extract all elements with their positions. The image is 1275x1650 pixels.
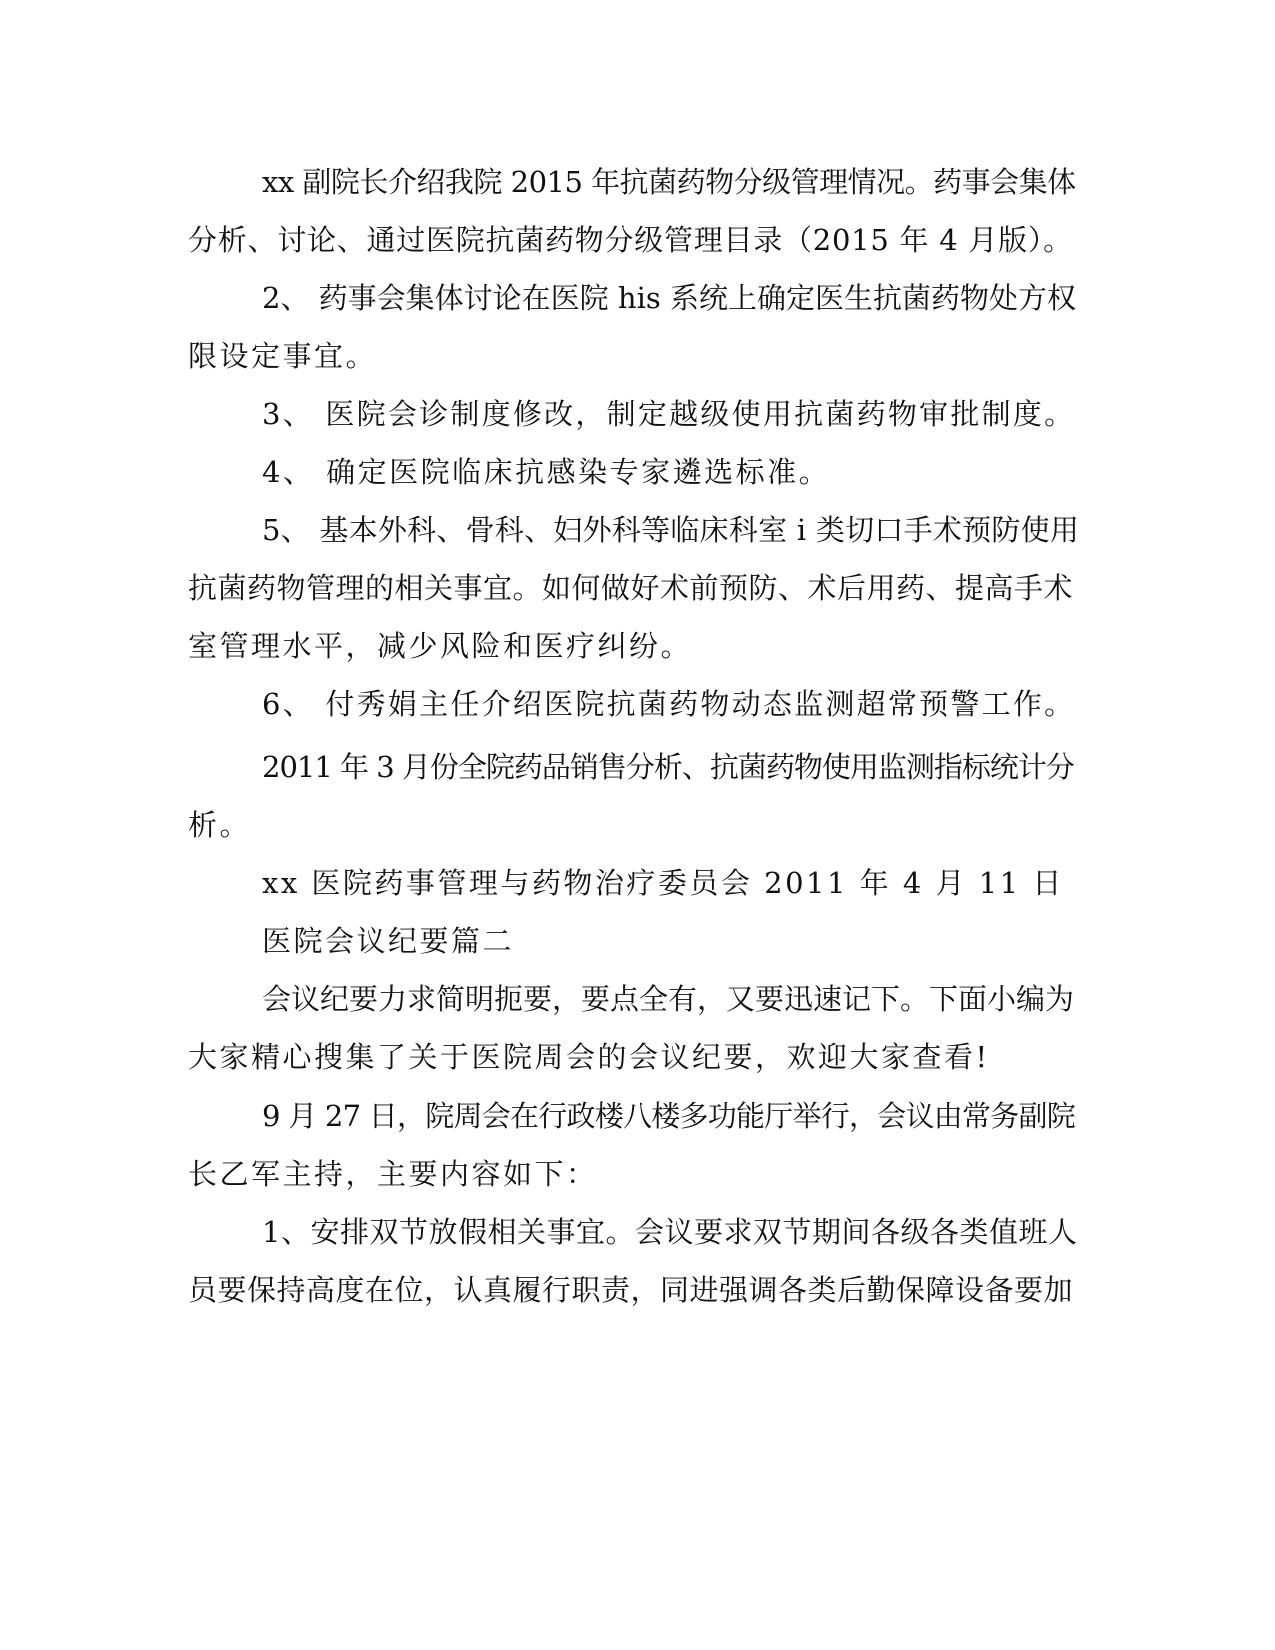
paragraph-line: 1、安排双节放假相关事宜。会议要求双节期间各级各类值班人 xyxy=(262,1215,1078,1249)
paragraph-line: xx 副院长介绍我院 2015 年抗菌药物分级管理情况。药事会集体 xyxy=(262,165,1076,199)
paragraph-line: 会议纪要力求简明扼要，要点全有，又要迅速记下。下面小编为 xyxy=(262,982,1075,1016)
paragraph-line: 抗菌药物管理的相关事宜。如何做好术前预防、术后用药、提高手术 xyxy=(188,571,1074,605)
paragraph-line: 3、 医院会诊制度修改，制定越级使用抗菌药物审批制度。 xyxy=(262,397,1076,431)
paragraph-line: 9 月 27 日，院周会在行政楼八楼多功能厅举行，会议由常务副院 xyxy=(262,1099,1076,1133)
paragraph-line: 5、 基本外科、骨科、妇外科等临床科室 i 类切口手术预防使用 xyxy=(262,513,1080,547)
paragraph-line: 2011 年 3 月份全院药品销售分析、抗菌药物使用监测指标统计分 xyxy=(262,750,1074,784)
paragraph-line: 大家精心搜集了关于医院周会的会议纪要，欢迎大家查看! xyxy=(188,1040,990,1074)
section-heading: 医院会议纪要篇二 xyxy=(262,924,515,958)
paragraph-line: 析。 xyxy=(188,808,252,842)
signature-line: xx 医院药事管理与药物治疗委员会 2011 年 4 月 11 日 xyxy=(262,866,1064,900)
paragraph-line: 限设定事宜。 xyxy=(188,339,378,373)
paragraph-line: 4、 确定医院临床抗感染专家遴选标准。 xyxy=(262,455,831,489)
paragraph-line: 长乙军主持，主要内容如下： xyxy=(188,1157,598,1191)
paragraph-line: 室管理水平，减少风险和医疗纠纷。 xyxy=(188,629,693,663)
paragraph-line: 2、 药事会集体讨论在医院 his 系统上确定医生抗菌药物处方权 xyxy=(262,281,1076,315)
paragraph-line: 分析、讨论、通过医院抗菌药物分级管理目录（2015 年 4 月版）。 xyxy=(188,223,1073,257)
paragraph-line: 6、 付秀娟主任介绍医院抗菌药物动态监测超常预警工作。 xyxy=(262,687,1076,721)
paragraph-line: 员要保持高度在位，认真履行职责，同进强调各类后勤保障设备要加 xyxy=(188,1273,1074,1307)
